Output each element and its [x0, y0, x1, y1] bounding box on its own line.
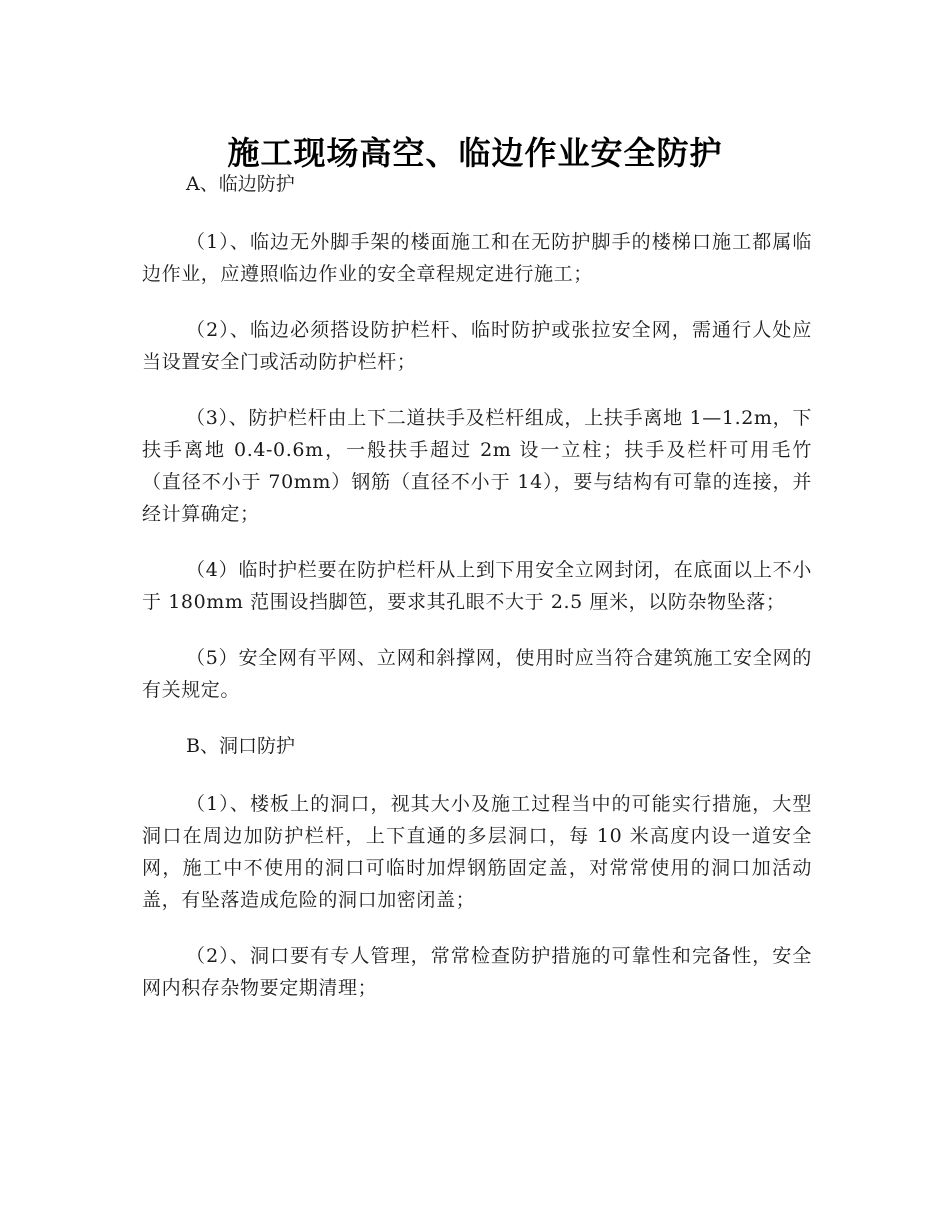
section-heading: A、临边防护 [186, 173, 295, 195]
paragraph: （5）安全网有平网、立网和斜撑网，使用时应当符合建筑施工安全网的有关规定。 [142, 647, 812, 701]
paragraph: （2）、洞口要有专人管理，常常检查防护措施的可靠性和完备性，安全网内积存杂物要定期清理； [142, 945, 812, 999]
document-title: 施工现场高空、临边作业安全防护 [227, 134, 723, 173]
paragraph: （1）、楼板上的洞口，视其大小及施工过程当中的可能实行措施，大型洞口在周边加防护栏杆，上下直通的多层洞口，每 10 米高度内设一道安全网，施工中不使用的洞口可临时加焊钢筋固定盖，对常常使用的洞口加活动盖，有坠落造成危险的洞口加密闭盖； [142, 793, 812, 911]
paragraph: （1）、临边无外脚手架的楼面施工和在无防护脚手的楼梯口施工都属临边作业，应遵照临边作业的安全章程规定进行施工； [142, 231, 812, 285]
paragraph: （3）、防护栏杆由上下二道扶手及栏杆组成，上扶手离地 1—1.2m，下扶手离地 0.4-0.6m，一般扶手超过 2m 设一立柱；扶手及栏杆可用毛竹（直径不小于 70mm）钢筋（直径不小于 14），要与结构有可靠的连接，并经计算确定； [142, 407, 812, 525]
paragraph: （2）、临边必须搭设防护栏杆、临时防护或张拉安全网，需通行人处应当设置安全门或活动防护栏杆； [142, 319, 812, 373]
document-body [142, 168, 812, 1028]
paragraph: （4）临时护栏要在防护栏杆从上到下用安全立网封闭，在底面以上不小于 180mm 范围设挡脚笆，要求其孔眼不大于 2.5 厘米，以防杂物坠落； [142, 559, 812, 613]
section-heading: B、洞口防护 [186, 735, 295, 757]
